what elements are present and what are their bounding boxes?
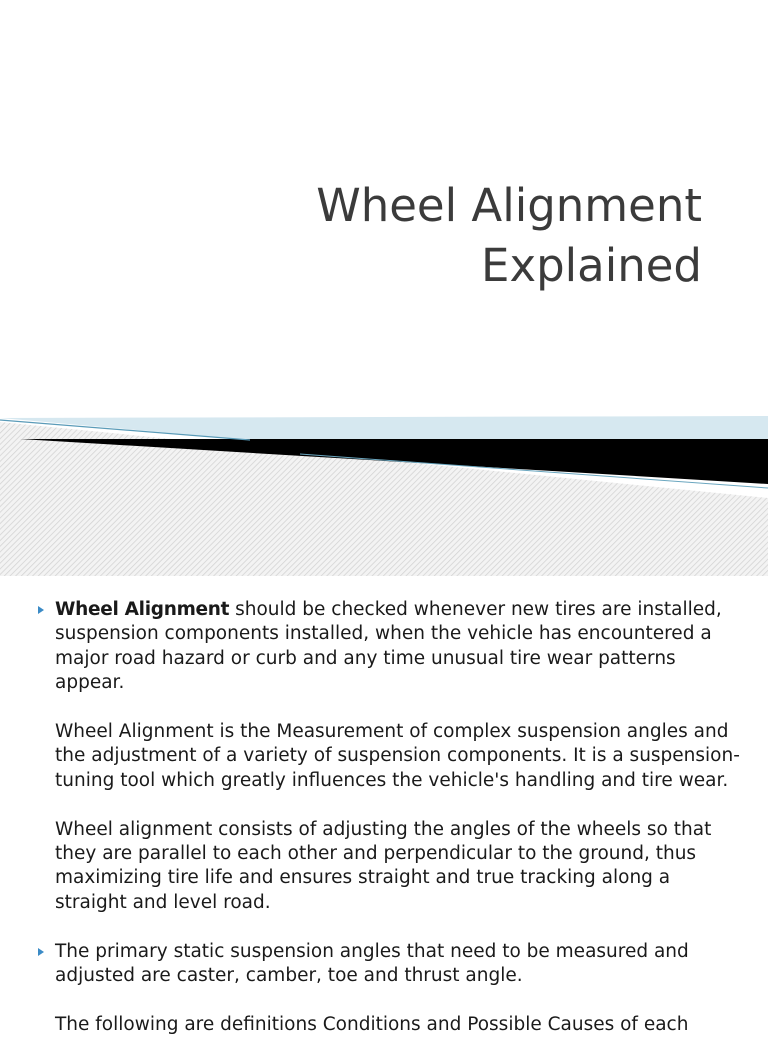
bullet-arrow-icon [38,606,44,614]
bullet-arrow-icon [38,948,44,956]
content-slide [0,576,768,1036]
bullet-1-paragraph-1 [55,598,745,696]
bullet-2-paragraph-2: The following are definitions Conditions and Possible Causes of each [55,1014,689,1036]
bullet-item-2 [55,940,745,1038]
bullet-item-1 [55,598,745,915]
bullet-2-paragraph-1: The primary static suspension angles that need to be measured and adjusted are caster, camber, toe and thrust angle. [55,941,689,987]
slide-title [316,176,702,296]
decorative-band [0,410,768,576]
bullet-1-lead-term: Wheel Alignment [55,599,230,620]
title-line-2: Explained [481,239,702,292]
bullet-1-paragraph-2: Wheel Alignment is the Measurement of complex suspension angles and the adjustment of a variety of suspension components. It is a suspension-tuning tool which greatly influences the vehicle's handling and tire wear. [55,721,740,791]
title-line-1: Wheel Alignment [316,179,702,232]
bullet-1-lead-rest: should be checked whenever new tires are installed, suspension components installed, when the vehicle has encountered a major road hazard or curb and any time unusual tire wear patterns appear. [55,599,722,694]
bullet-1-paragraph-3: Wheel alignment consists of adjusting the angles of the wheels so that they are parallel to each other and perpendicular to the ground, thus maximizing tire life and ensures straight and true tracking along a straight and level road. [55,818,712,913]
